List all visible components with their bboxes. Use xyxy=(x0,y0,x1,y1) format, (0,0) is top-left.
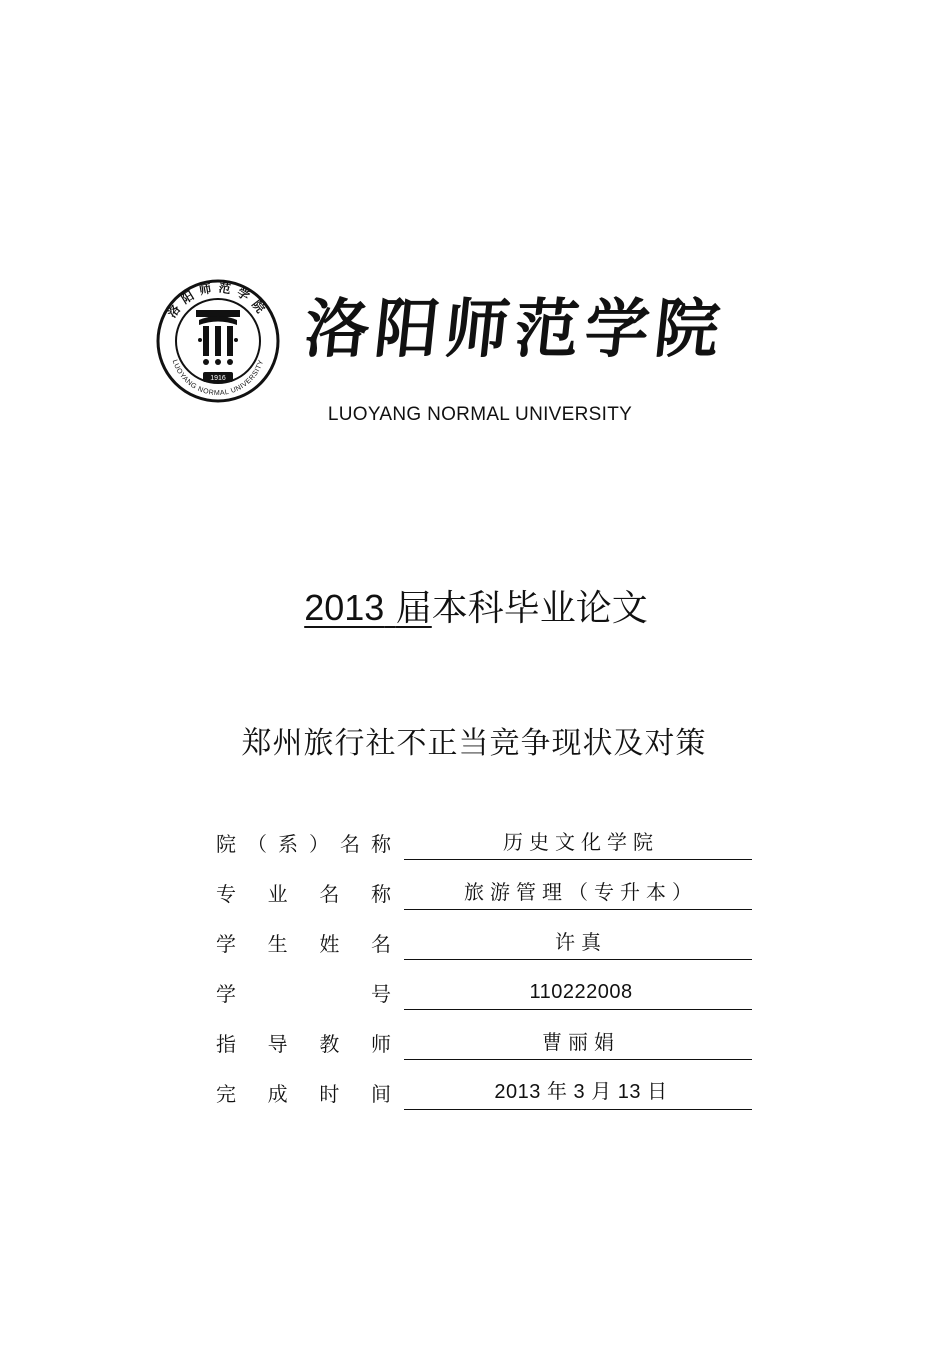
thesis-title-rest: 本科毕业论文 xyxy=(431,588,648,629)
info-row-completion-date xyxy=(216,1074,756,1124)
label-char: 教 xyxy=(319,1032,340,1056)
label-char: 称 xyxy=(370,882,391,906)
label-char: 时 xyxy=(319,1082,340,1106)
info-label xyxy=(216,928,391,957)
info-table xyxy=(216,824,756,1124)
label-char: 完 xyxy=(216,1082,236,1106)
university-english-name: LUOYANG NORMAL UNIVERSITY xyxy=(327,404,633,425)
label-char: 院 xyxy=(216,832,236,856)
seal-top-text: 洛阳师范学院 xyxy=(164,280,272,321)
university-header xyxy=(155,278,729,408)
label-char: 师 xyxy=(370,1032,391,1056)
info-row-student-id xyxy=(216,974,756,1024)
seal-bottom-text: LUOYANG NORMAL UNIVERSITY xyxy=(170,358,266,398)
info-row-major xyxy=(216,874,756,924)
thesis-title xyxy=(0,580,950,631)
label-char: 业 xyxy=(267,882,288,906)
info-label xyxy=(216,978,391,1007)
thesis-topic: 郑州旅行社不正当竞争现状及对策 xyxy=(241,726,707,761)
label-char: 学 xyxy=(216,932,236,956)
label-char: 导 xyxy=(267,1032,288,1056)
info-row-department xyxy=(216,824,756,874)
info-row-student-name xyxy=(216,924,756,974)
label-char: 姓 xyxy=(319,932,340,956)
info-value-student-name: 许真 xyxy=(404,924,752,960)
info-label xyxy=(216,878,391,907)
label-char: 指 xyxy=(216,1032,236,1056)
label-char: （ xyxy=(247,832,267,856)
label-char: 名 xyxy=(340,832,360,856)
label-char: 名 xyxy=(319,882,340,906)
thesis-year: 2013 xyxy=(304,587,385,628)
label-char: 专 xyxy=(216,882,236,906)
label-char: 成 xyxy=(267,1082,288,1106)
university-calligraphy-name: 洛阳师范学院 xyxy=(301,292,729,367)
info-value-department: 历史文化学院 xyxy=(404,824,752,860)
info-label xyxy=(216,1028,391,1057)
label-char: 学 xyxy=(216,982,236,1006)
label-char: 间 xyxy=(370,1082,391,1106)
info-value-student-id: 110222008 xyxy=(404,974,752,1010)
university-seal-icon xyxy=(155,278,281,404)
thesis-title-underlined-char: 届 xyxy=(395,588,432,629)
label-char: 号 xyxy=(371,982,391,1006)
info-value-completion-date: 2013 年 3 月 13 日 xyxy=(404,1074,752,1110)
label-char: ） xyxy=(309,832,329,856)
label-char: 名 xyxy=(370,932,391,956)
info-label xyxy=(216,1078,391,1107)
info-label xyxy=(216,828,391,857)
label-char: 生 xyxy=(267,932,288,956)
label-char: 称 xyxy=(371,832,391,856)
label-char: 系 xyxy=(278,832,298,856)
info-row-advisor xyxy=(216,1024,756,1074)
thesis-title-underlined xyxy=(304,588,432,629)
info-value-advisor: 曹丽娟 xyxy=(404,1024,752,1060)
info-value-major: 旅游管理（专升本） xyxy=(404,874,752,910)
seal-year: 1916 xyxy=(210,375,226,382)
